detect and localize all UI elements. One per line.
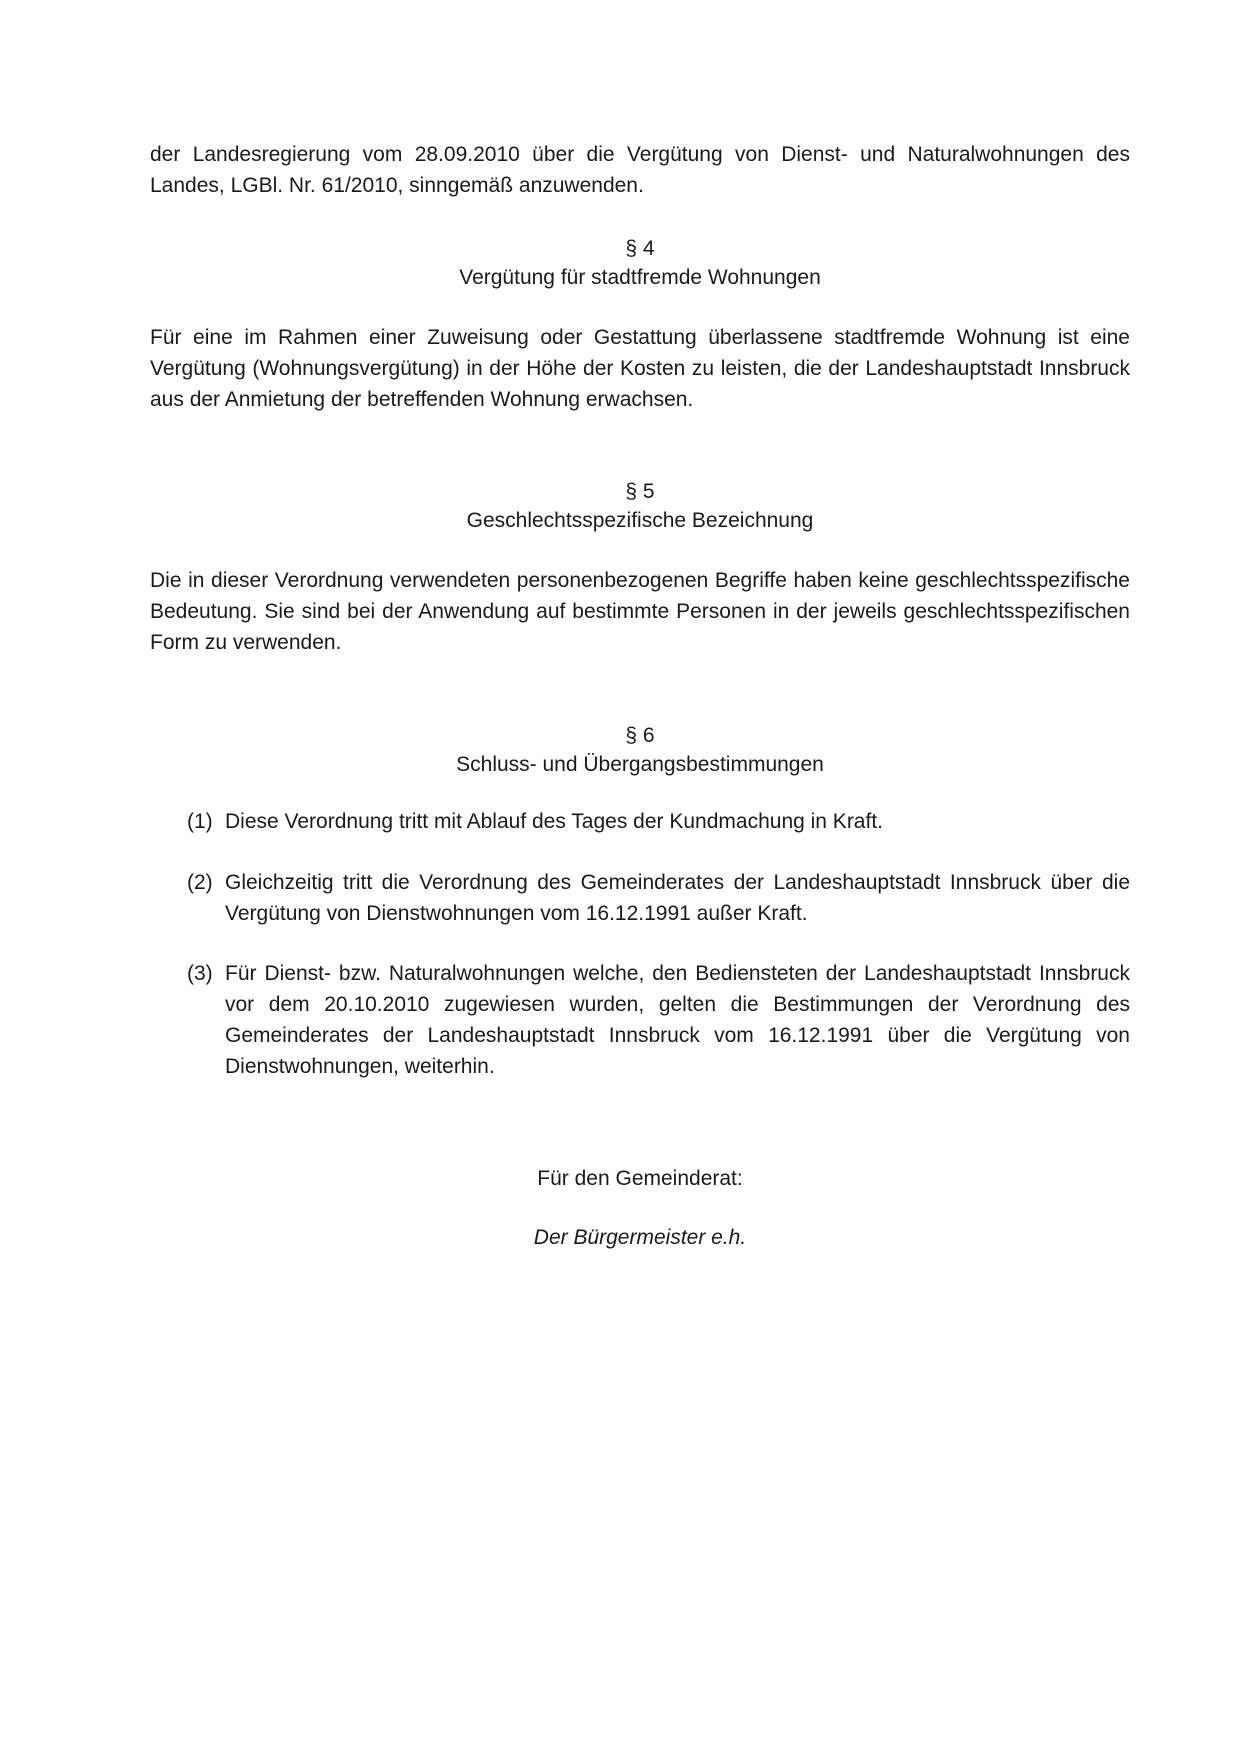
list-item-text: Für Dienst- bzw. Naturalwohnungen welche, den Bediensteten der Landeshauptstadt Innsbruck vor dem 20.10.2010 zugewiesen wurden, gelten die Bestimmungen der Verordnung des Gemeinderates der Landeshauptstadt Innsbruck vom 16.12.1991 über die Vergütung von Dienstwohnungen, weiterhin. — [225, 962, 1130, 1078]
section-5-number: § 5 — [625, 480, 655, 503]
section-6-title: Schluss- und Übergangsbestimmungen — [456, 753, 824, 776]
signature-label: Für den Gemeinderat: — [537, 1167, 743, 1190]
list-item-number: (2) — [187, 871, 213, 894]
section-4-number: § 4 — [625, 237, 655, 260]
list-item — [187, 958, 1130, 1082]
list-item-number: (3) — [187, 962, 213, 985]
list-item-text: Diese Verordnung tritt mit Ablauf des Tages der Kundmachung in Kraft. — [225, 810, 883, 833]
list-item-text: Gleichzeitig tritt die Verordnung des Gemeinderates der Landeshauptstadt Innsbruck über die Vergütung von Dienstwohnungen vom 16.12.1991 außer Kraft. — [225, 871, 1130, 925]
section-4-body: Für eine im Rahmen einer Zuweisung oder Gestattung überlassene stadtfremde Wohnung ist eine Vergütung (Wohnungsvergütung) in der Höhe der Kosten zu leisten, die der Landeshauptstadt Innsbruck aus der Anmietung der betreffenden Wohnung erwachsen. — [150, 326, 1130, 411]
section-5-title: Geschlechtsspezifische Bezeichnung — [466, 509, 814, 532]
section-6-number: § 6 — [625, 724, 655, 747]
section-4-title: Vergütung für stadtfremde Wohnungen — [459, 266, 821, 289]
signature-name: Der Bürgermeister e.h. — [533, 1226, 747, 1249]
list-item — [187, 806, 1130, 837]
section-5-body: Die in dieser Verordnung verwendeten personenbezogenen Begriffe haben keine geschlechtsspezifische Bedeutung. Sie sind bei der Anwendung auf bestimmte Personen in der jeweils geschlechtsspezifischen Form zu verwenden. — [150, 569, 1130, 654]
list-item — [187, 867, 1130, 929]
intro-paragraph: der Landesregierung vom 28.09.2010 über die Vergütung von Dienst- und Naturalwohnungen des Landes, LGBl. Nr. 61/2010, sinngemäß anzuwenden. — [150, 143, 1130, 197]
list-item-number: (1) — [187, 810, 213, 833]
